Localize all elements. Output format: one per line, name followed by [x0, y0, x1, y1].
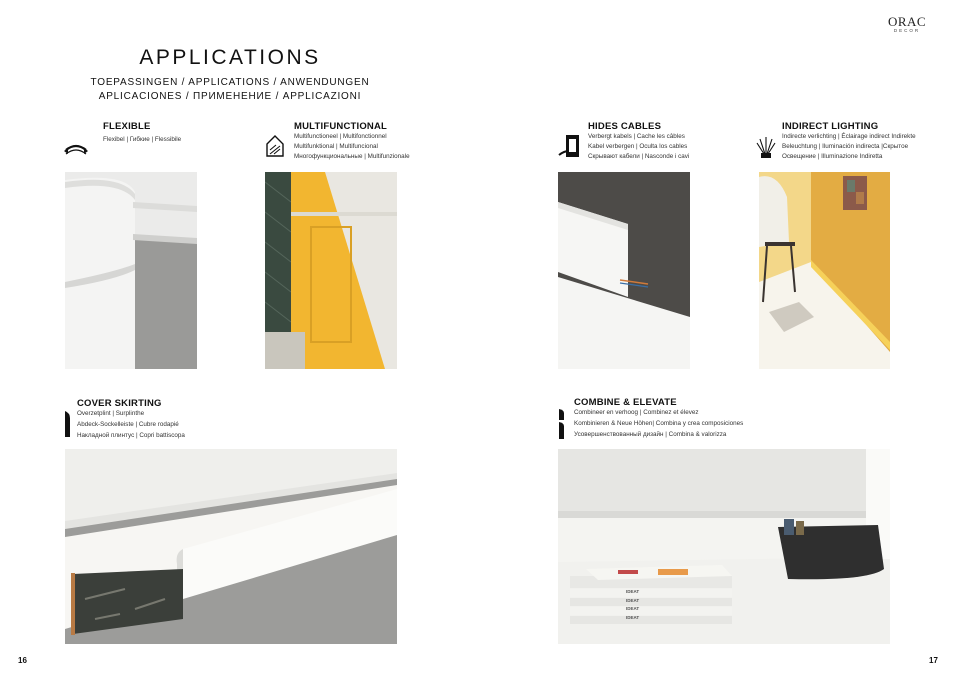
logo-brand: ORAC	[887, 14, 927, 29]
flexible-photo	[65, 172, 197, 369]
multifunctional-line-3: Многофункциональные | Multifunzionale	[294, 153, 410, 160]
page-title: APPLICATIONS	[139, 46, 321, 69]
multifunctional-title: MULTIFUNCTIONAL	[294, 121, 388, 132]
hides-cables-title: HIDES CABLES	[588, 121, 662, 132]
cover-skirting-title: COVER SKIRTING	[77, 398, 162, 409]
indirect-lighting-line-1: Indirecte verlichting | Éclairage indirect Indirekte	[782, 133, 916, 140]
cover-skirting-line-3: Накладной плинтус | Copri battiscopa	[77, 432, 185, 439]
indirect-lighting-line-3: Освещение | Illuminazione Indiretta	[782, 153, 883, 160]
hides-cables-line-1: Verbergt kabels | Cache les câbles	[588, 133, 685, 140]
indirect-lighting-line-2: Beleuchtung | Iluminación indirecta |Скрытое	[782, 143, 909, 150]
cover-skirting-line-2: Abdeck-Sockelleiste | Cubre rodapié	[77, 421, 179, 428]
multifunctional-icon	[264, 134, 286, 158]
multifunctional-line-2: Multifunktional | Multifuncional	[294, 143, 378, 150]
combine-elevate-line-1: Combineer en verhoog | Combinez et élevez	[574, 409, 699, 416]
flexible-bend-icon	[63, 138, 89, 158]
cover-skirting-line-1: Overzetplint | Surplinthe	[77, 410, 145, 417]
flexible-title: FLEXIBLE	[103, 121, 151, 132]
indirect-lighting-photo	[759, 172, 890, 369]
magazine-label: IDEAT	[626, 589, 640, 594]
multifunctional-line-1: Multifunctioneel | Multifonctionnel	[294, 133, 387, 140]
flexible-line-1: Flexibel | Гибкие | Flessibile	[103, 136, 182, 143]
magazine-label: IDEAT	[626, 597, 640, 603]
combine-elevate-title: COMBINE & ELEVATE	[574, 397, 677, 408]
page-number-right: 17	[929, 656, 938, 665]
skirting-profile-icon	[63, 410, 73, 438]
subtitle-line-1: TOEPASSINGEN / APPLICATIONS / ANWENDUNGEN	[90, 77, 370, 88]
hides-cables-line-3: Скрывают кабели | Nasconde i cavi	[588, 153, 690, 160]
indirect-lighting-title: INDIRECT LIGHTING	[782, 121, 879, 132]
hides-cables-photo	[558, 172, 690, 369]
orac-decor-logo	[887, 14, 927, 33]
multifunctional-photo	[265, 172, 397, 369]
page-number-left: 16	[18, 656, 27, 665]
light-rays-icon	[755, 133, 777, 159]
combine-elevate-line-3: Усовершенствованный дизайн | Combina & valorizza	[574, 431, 727, 438]
stacked-profile-icon	[557, 408, 567, 440]
logo-sub: DECOR	[893, 28, 921, 33]
magazine-label: IDEAT	[626, 606, 640, 611]
combine-elevate-line-2: Kombinieren & Neue Höhen| Combina y crea composiciones	[574, 420, 744, 427]
combine-elevate-photo	[558, 449, 890, 644]
magazine-label: IDEAT	[626, 614, 640, 620]
magazine-stack-labels	[626, 588, 639, 622]
cover-skirting-photo	[65, 449, 397, 644]
cable-plug-icon	[558, 133, 584, 159]
subtitle-line-2: APLICACIONES / ПРИМЕНЕНИЕ / APPLICAZIONI	[98, 91, 362, 102]
hides-cables-line-2: Kabel verbergen | Oculta los cables	[588, 143, 688, 150]
